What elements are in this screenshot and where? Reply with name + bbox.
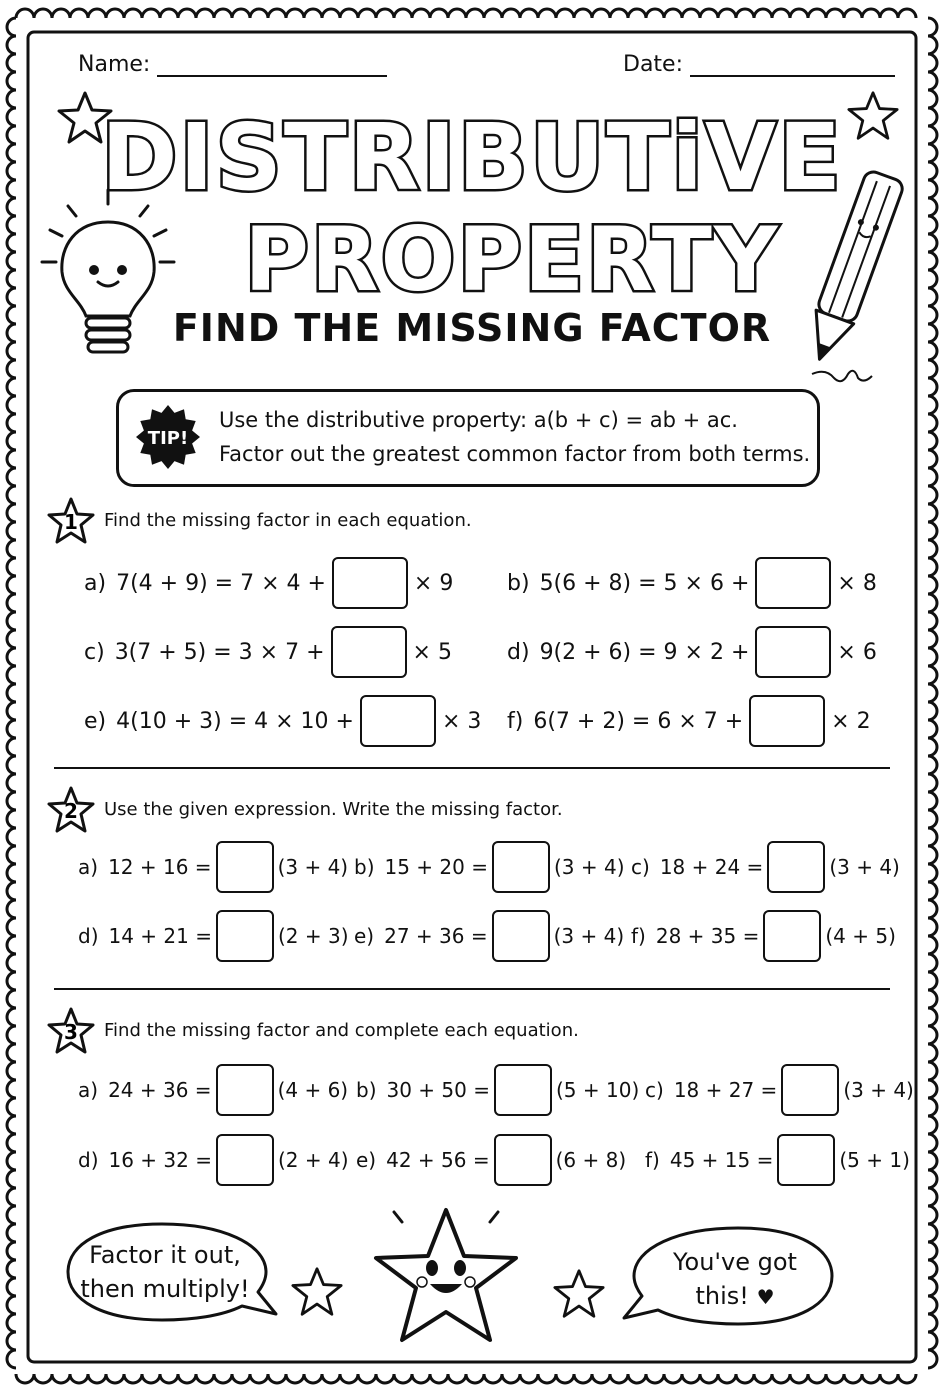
section-divider <box>54 767 890 769</box>
answer-box[interactable] <box>216 1134 274 1186</box>
problem-label: c) <box>84 639 105 665</box>
problem-tail: × 8 <box>837 570 877 596</box>
s1-problem-f <box>507 695 871 747</box>
date-field[interactable] <box>623 52 895 77</box>
s1-problem-b <box>507 557 877 609</box>
answer-box[interactable] <box>755 626 831 678</box>
problem-tail: (3 + 4) <box>829 855 900 879</box>
s2-problem-e <box>354 910 624 962</box>
section-1-heading: Find the missing factor in each equation. <box>104 510 472 531</box>
name-label: Name: <box>78 52 151 77</box>
s3-problem-b <box>356 1064 639 1116</box>
problem-tail: (2 + 4) <box>278 1148 349 1172</box>
problem-label: a) <box>78 855 99 879</box>
bubble-left-text <box>70 1238 260 1306</box>
problem-expression: 16 + 32 = <box>108 1148 212 1172</box>
star-icon <box>552 1268 606 1320</box>
problem-tail: × 3 <box>441 708 482 734</box>
s1-problem-d <box>507 626 877 678</box>
problem-expression: 18 + 27 = <box>673 1078 778 1102</box>
answer-box[interactable] <box>332 557 408 609</box>
problem-label: c) <box>631 855 650 879</box>
problem-label: e) <box>356 1148 377 1172</box>
problem-expression: 24 + 36 = <box>108 1078 212 1102</box>
problem-expression: 5(6 + 8) = 5 × 6 + <box>539 570 750 596</box>
s1-problem-a <box>84 557 453 609</box>
problem-expression: 42 + 56 = <box>386 1148 490 1172</box>
section-2-star-badge <box>47 786 95 834</box>
s3-problem-d <box>78 1134 349 1186</box>
problem-tail: (3 + 4) <box>277 855 349 879</box>
name-line <box>157 53 387 77</box>
problem-expression: 4(10 + 3) = 4 × 10 + <box>116 708 354 734</box>
problem-label: a) <box>78 1078 99 1102</box>
smiling-star-mascot <box>366 1204 526 1354</box>
problem-label: f) <box>631 924 646 948</box>
lightbulb-icon <box>36 186 186 366</box>
problem-expression: 7(4 + 9) = 7 × 4 + <box>116 570 326 596</box>
s3-problem-c <box>645 1064 914 1116</box>
problem-tail: × 2 <box>831 708 871 734</box>
problem-label: e) <box>354 924 375 948</box>
bubble-right-line-2 <box>650 1279 820 1314</box>
problem-tail: (2 + 3) <box>278 924 349 948</box>
s1-problem-e <box>84 695 481 747</box>
section-1-number: 1 <box>64 510 78 534</box>
problem-expression: 27 + 36 = <box>384 924 488 948</box>
answer-box[interactable] <box>763 910 821 962</box>
problem-label: e) <box>84 708 107 734</box>
date-label: Date: <box>623 52 683 77</box>
bubble-left-line-1: Factor it out, <box>89 1241 241 1269</box>
heart-icon: ♥ <box>756 1285 775 1309</box>
problem-expression: 12 + 16 = <box>108 855 212 879</box>
section-3-star-badge <box>47 1007 95 1055</box>
problem-expression: 45 + 15 = <box>669 1148 774 1172</box>
answer-box[interactable] <box>216 910 274 962</box>
section-2-number: 2 <box>64 799 78 823</box>
section-3-heading: Find the missing factor and complete each equation. <box>104 1020 579 1041</box>
problem-label: d) <box>78 1148 99 1172</box>
s1-problem-c <box>84 626 452 678</box>
problem-expression: 14 + 21 = <box>108 924 212 948</box>
tip-line-2: Factor out the greatest common factor from both terms. <box>219 442 811 466</box>
section-3-number: 3 <box>64 1020 78 1044</box>
bubble-right-line-2-text: this! <box>695 1282 749 1310</box>
problem-label: b) <box>507 570 530 596</box>
s2-problem-c <box>631 841 900 893</box>
problem-tail: (6 + 8) <box>555 1148 627 1172</box>
problem-label: c) <box>645 1078 664 1102</box>
problem-label: d) <box>507 639 530 665</box>
s3-problem-e <box>356 1134 626 1186</box>
answer-box[interactable] <box>216 841 274 893</box>
problem-expression: 15 + 20 = <box>384 855 488 879</box>
section-2-heading: Use the given expression. Write the missing factor. <box>104 799 563 820</box>
problem-tail: × 6 <box>837 639 877 665</box>
name-field[interactable] <box>78 52 387 77</box>
bubble-right-line-1: You've got <box>673 1248 797 1276</box>
answer-box[interactable] <box>492 910 550 962</box>
s2-problem-f <box>631 910 896 962</box>
section-1-star-badge <box>47 497 95 545</box>
problem-tail: (4 + 6) <box>277 1078 349 1102</box>
answer-box[interactable] <box>749 695 825 747</box>
problem-tail: (5 + 1) <box>839 1148 910 1172</box>
problem-label: f) <box>645 1148 660 1172</box>
answer-box[interactable] <box>494 1134 552 1186</box>
section-divider <box>54 988 890 990</box>
answer-box[interactable] <box>331 626 407 678</box>
s3-problem-a <box>78 1064 348 1116</box>
problem-tail: (3 + 4) <box>553 924 625 948</box>
answer-box[interactable] <box>492 841 550 893</box>
problem-expression: 9(2 + 6) = 9 × 2 + <box>539 639 750 665</box>
problem-label: b) <box>356 1078 377 1102</box>
tip-line-1: Use the distributive property: a(b + c) = ab + ac. <box>219 408 738 432</box>
s3-problem-f <box>645 1134 910 1186</box>
date-line <box>690 53 895 77</box>
answer-box[interactable] <box>494 1064 552 1116</box>
s2-problem-a <box>78 841 348 893</box>
problem-expression: 30 + 50 = <box>386 1078 490 1102</box>
problem-label: d) <box>78 924 99 948</box>
problem-label: b) <box>354 855 375 879</box>
star-icon <box>290 1266 344 1318</box>
answer-box[interactable] <box>755 557 831 609</box>
problem-expression: 28 + 35 = <box>655 924 760 948</box>
pencil-icon <box>792 160 912 390</box>
subtitle: FIND THE MISSING FACTOR <box>172 306 772 350</box>
problem-tail: (4 + 5) <box>825 924 896 948</box>
problem-expression: 18 + 24 = <box>659 855 764 879</box>
problem-tail: × 9 <box>413 570 454 596</box>
problem-label: a) <box>84 570 107 596</box>
answer-box[interactable] <box>360 695 436 747</box>
title-line-2: PROPERTY <box>244 208 780 311</box>
answer-box[interactable] <box>767 841 825 893</box>
tip-badge <box>135 404 201 470</box>
tip-badge-text: TIP! <box>147 428 189 449</box>
problem-expression: 6(7 + 2) = 6 × 7 + <box>533 708 744 734</box>
bubble-left-line-2: then multiply! <box>80 1275 250 1303</box>
s2-problem-b <box>354 841 625 893</box>
problem-tail: (3 + 4) <box>554 855 625 879</box>
problem-tail: × 5 <box>412 639 452 665</box>
answer-box[interactable] <box>777 1134 835 1186</box>
answer-box[interactable] <box>216 1064 274 1116</box>
tip-box <box>116 389 820 487</box>
title-line-1: DISTRIBUTiVE <box>101 104 843 211</box>
problem-label: f) <box>507 708 524 734</box>
problem-tail: (5 + 10) <box>556 1078 640 1102</box>
problem-tail: (3 + 4) <box>843 1078 914 1102</box>
problem-expression: 3(7 + 5) = 3 × 7 + <box>114 639 325 665</box>
answer-box[interactable] <box>781 1064 839 1116</box>
bubble-right-text <box>650 1245 820 1314</box>
s2-problem-d <box>78 910 349 962</box>
